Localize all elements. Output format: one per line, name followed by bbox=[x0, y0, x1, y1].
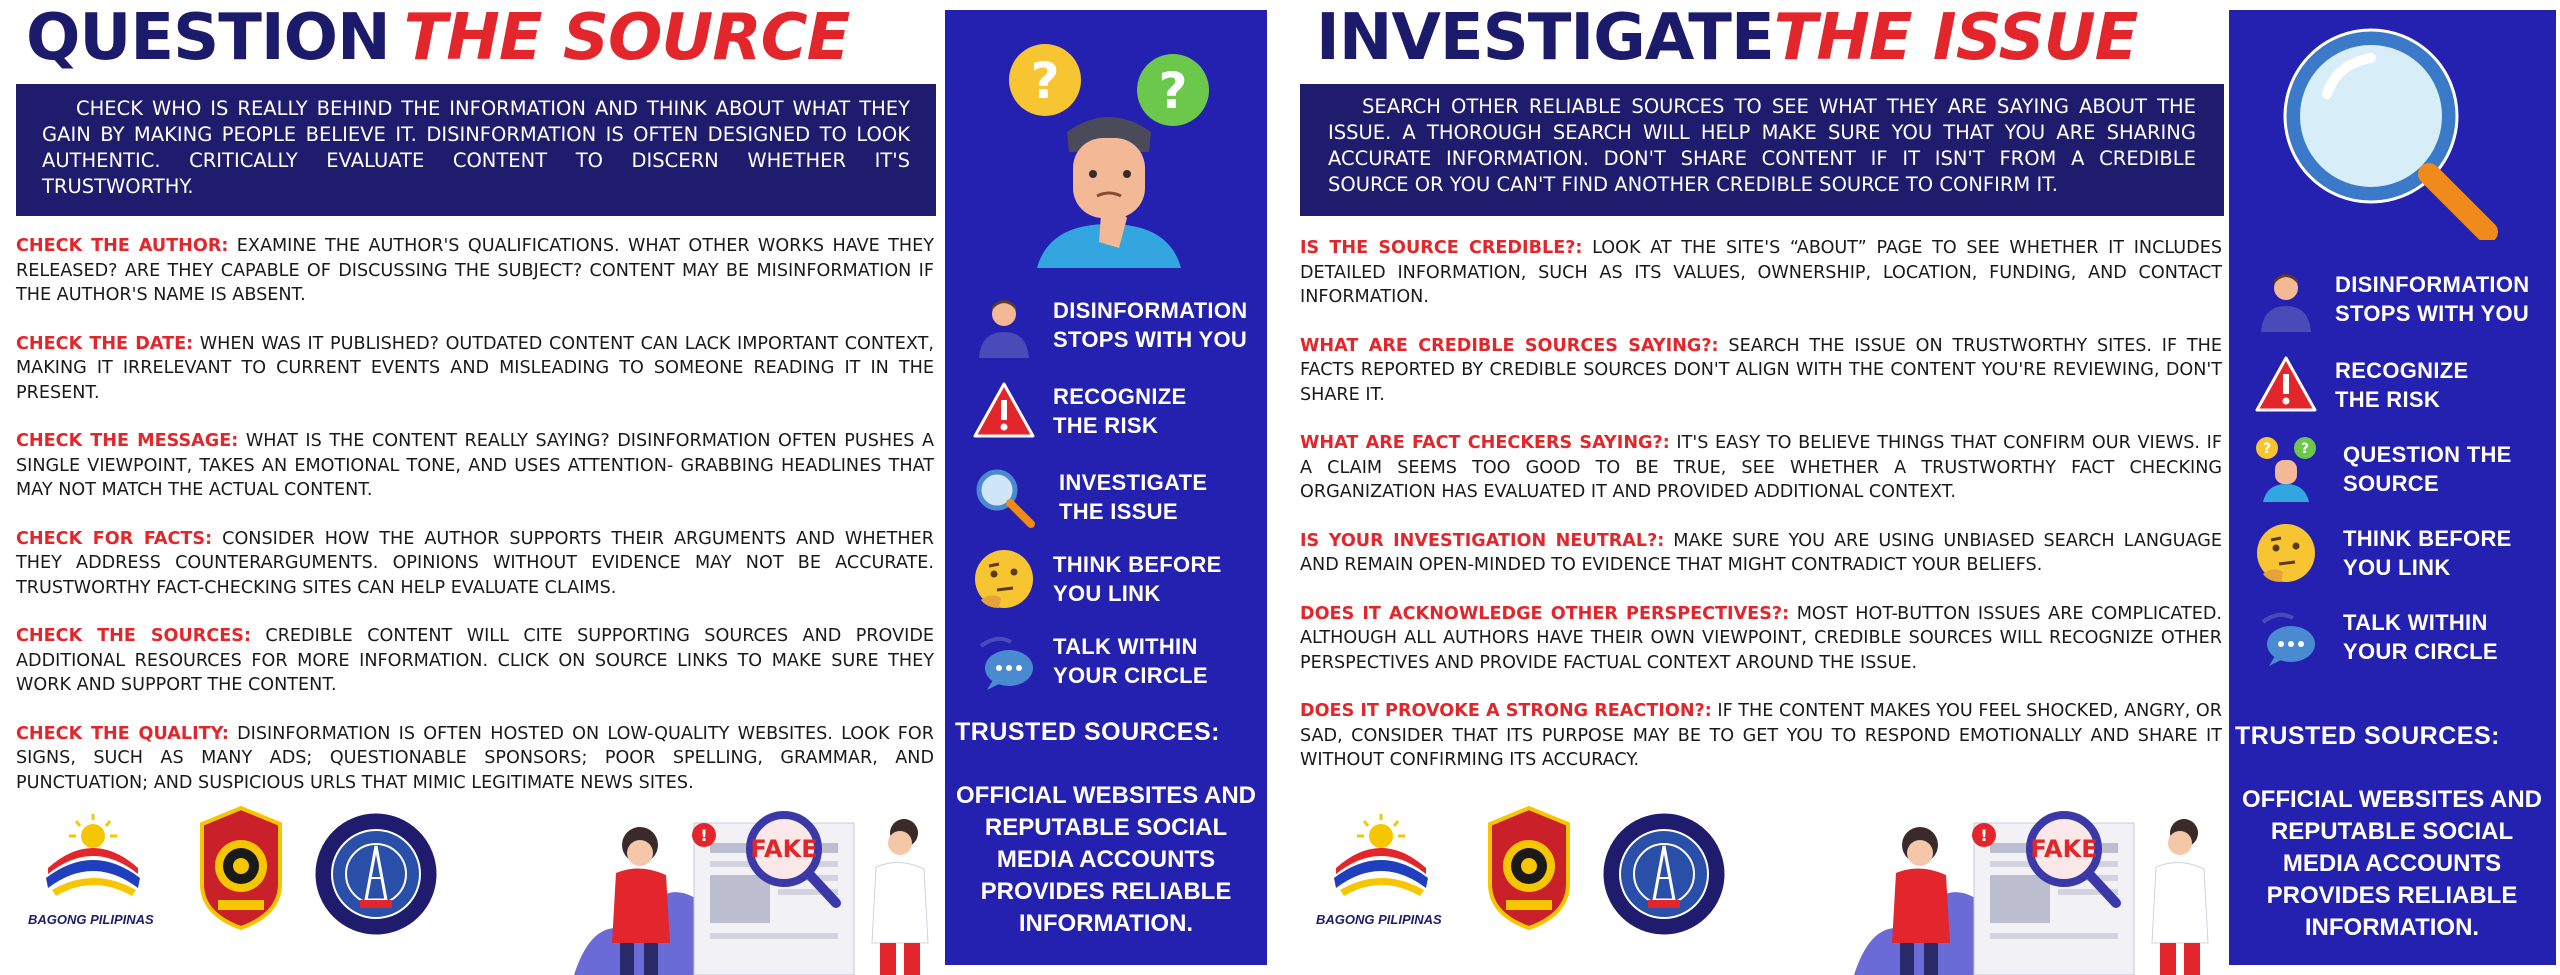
magnifying-glass-illustration bbox=[2275, 20, 2505, 240]
check-label: WHAT ARE CREDIBLE SOURCES SAYING?: bbox=[1300, 335, 1719, 356]
check-text: CREDIBLE CONTENT WILL CITE SUPPORTING SOURCES AND PROVIDE ADDITIONAL RESOURCES FOR MORE INFORMATION. CLICK ON SOURCE LINKS TO MAKE SURE THEY WORK AND SUPPORT THE CONTENT. bbox=[16, 626, 934, 695]
check-text: WHAT IS THE CONTENT REALLY SAYING? DISINFORMATION OFTEN PUSHES A SINGLE VIEWPOINT, TAKES AN EMOTIONAL TONE, AND USES ATTENTION- GRABBING HEADLINES THAT MAY NOT MATCH THE ACTUAL CONTENT. bbox=[16, 431, 934, 500]
page-title bbox=[26, 2, 849, 74]
menu-item-question[interactable]: ? ? QUESTION THE SOURCE bbox=[2253, 436, 2512, 502]
check-text: MAKE SURE YOU ARE USING UNBIASED SEARCH LANGUAGE AND REMAIN OPEN-MINDED TO EVIDENCE THAT MIGHT CONTRADICT YOUR BELIEFS. bbox=[1300, 530, 2222, 575]
check-list bbox=[16, 234, 934, 819]
pnp-seal-logo bbox=[192, 804, 290, 932]
intro-box: CHECK WHO IS REALLY BEHIND THE INFORMATION AND THINK ABOUT WHAT THEY GAIN BY MAKING PEOPLE BELIEVE IT. DISINFORMATION IS OFTEN DESIGNED TO LOOK AUTHENTIC. CRITICALLY EVALUATE CONTENT TO DISCERN WHETHER IT'S TRUSTWORTHY. bbox=[16, 84, 936, 216]
sidebar bbox=[2229, 10, 2556, 965]
trusted-sources-text: OFFICIAL WEBSITES AND REPUTABLE SOCIAL MEDIA ACCOUNTS PROVIDES RELIABLE INFORMATION. bbox=[956, 782, 1256, 937]
check-item bbox=[1300, 699, 2222, 773]
thinking-person-illustration bbox=[989, 28, 1229, 268]
check-label: CHECK THE QUALITY bbox=[16, 723, 222, 744]
check-text: IT'S EASY TO BELIEVE THINGS THAT CONFIRM OUR VIEWS. IF A CLAIM SEEMS TOO GOOD TO BE TRUE, SEE WHETHER A TRUSTWORTHY FACT CHECKING ORGANIZATION HAS EVALUATED IT AND PROVIDED ADDITIONAL CONTEXT. bbox=[1300, 433, 2222, 502]
check-text: WHEN WAS IT PUBLISHED? OUTDATED CONTENT CAN LACK IMPORTANT CONTEXT, MAKING IT IRRELEVANT TO CURRENT EVENTS AND MISLEADING TO SOMEONE READING IT IN THE PRESENT. bbox=[16, 333, 934, 403]
check-label: WHAT ARE FACT CHECKERS SAYING?: bbox=[1300, 433, 1670, 453]
svg-text:?: ? bbox=[2262, 441, 2272, 457]
check-label: CHECK THE DATE bbox=[16, 333, 187, 354]
menu-item-talk[interactable]: TALK WITHIN YOUR CIRCLE bbox=[2253, 604, 2498, 670]
check-item: CHECK THE DATE: WHEN WAS IT PUBLISHED? OUTDATED CONTENT CAN LACK IMPORTANT CONTEXT, MAKING IT IRRELEVANT TO CURRENT EVENTS AND MISLEADING TO SOMEONE READING IT IN THE PRESENT. bbox=[16, 333, 934, 403]
check-label: CHECK THE SOURCES bbox=[16, 626, 244, 646]
title-red: THE SOURCE bbox=[403, 1, 850, 75]
check-label: DOES IT PROVOKE A STRONG REACTION?: bbox=[1300, 701, 1712, 721]
check-text: IF THE CONTENT MAKES YOU FEEL SHOCKED, ANGRY, OR SAD, CONSIDER THAT ITS PURPOSE MAY BE TO GET YOU TO RESPOND EMOTIONALLY AND SHARE IT WITHOUT CONFIRMING ITS ACCURACY. bbox=[1300, 701, 2222, 770]
menu-item-recognize[interactable]: RECOGNIZE THE RISK bbox=[971, 378, 1187, 444]
title-dark: QUESTION bbox=[26, 1, 390, 75]
menu-item-talk[interactable]: TALK WITHIN YOUR CIRCLE bbox=[971, 628, 1208, 694]
intro-box: SEARCH OTHER RELIABLE SOURCES TO SEE WHAT THEY ARE SAYING ABOUT THE ISSUE. A THOROUGH SEARCH WILL HELP MAKE SURE YOU THAT YOU ARE SHARING ACCURATE INFORMATION. DON'T SHARE CONTENT IF IT ISN'T FROM A CREDIBLE SOURCE OR YOU CAN'T FIND ANOTHER CREDIBLE SOURCE TO CONFIRM IT. bbox=[1300, 84, 2224, 216]
check-item: CHECK THE AUTHOR: EXAMINE THE AUTHOR'S QUALIFICATIONS. WHAT OTHER WORKS HAVE THEY RELEASED? ARE THEY CAPABLE OF DISCUSSING THE SUBJECT? CONTENT MAY BE MISINFORMATION IF THE AUTHOR'S NAME IS ABSENT. bbox=[16, 236, 934, 305]
title-red: THE ISSUE bbox=[1773, 1, 2138, 75]
poster-question-the-source bbox=[0, 0, 1270, 975]
check-text: EXAMINE THE AUTHOR'S QUALIFICATIONS. WHAT OTHER WORKS HAVE THEY RELEASED? ARE THEY CAPABLE OF DISCUSSING THE SUBJECT? CONTENT MAY BE MISINFORMATION IF THE AUTHOR'S NAME IS ABSENT. bbox=[16, 236, 934, 305]
question-person-icon bbox=[2253, 436, 2319, 502]
agency-logos bbox=[22, 800, 462, 950]
svg-text:!: ! bbox=[700, 826, 708, 845]
trusted-sources-label: TRUSTED SOURCES: bbox=[955, 718, 1220, 746]
person-icon bbox=[971, 292, 1037, 358]
main-content bbox=[1288, 0, 2228, 975]
chat-bubble-icon bbox=[971, 628, 1037, 694]
thinking-face-icon bbox=[971, 546, 1037, 612]
bagong-pilipinas-text: BAGONG PILIPINAS bbox=[28, 912, 154, 927]
warning-icon bbox=[2253, 352, 2319, 418]
bagong-pilipinas-text: BAGONG PILIPINAS bbox=[1316, 912, 1442, 927]
bagong-pilipinas-logo bbox=[1326, 808, 1436, 908]
fake-label: FAKE bbox=[750, 835, 818, 863]
person-icon bbox=[2253, 266, 2319, 332]
svg-text:!: ! bbox=[1980, 826, 1988, 845]
check-text: MOST HOT-BUTTON ISSUES ARE COMPLICATED. ALTHOUGH ALL AUTHORS HAVE THEIR OWN VIEWPOINT, CREDIBLE SOURCES WILL RECOGNIZE OTHER PERSPECTIVES AND PROVIDE FACTUAL CONTEXT AROUND THE ISSUE. bbox=[1300, 603, 2223, 673]
thinking-face-icon bbox=[2253, 520, 2319, 586]
check-text: LOOK AT THE SITE'S “ABOUT” PAGE TO SEE WHETHER IT INCLUDES DETAILED INFORMATION, SUCH AS ITS VALUES, OWNERSHIP, LOCATION, FUNDING, AND CONTACT INFORMATION. bbox=[1300, 238, 2222, 307]
trusted-sources-text: OFFICIAL WEBSITES AND REPUTABLE SOCIAL MEDIA ACCOUNTS PROVIDES RELIABLE INFORMATION. bbox=[2242, 786, 2542, 941]
menu-item-think[interactable]: THINK BEFORE YOU LINK bbox=[971, 546, 1222, 612]
check-item: CHECK THE QUALITY: DISINFORMATION IS OFTEN HOSTED ON LOW-QUALITY WEBSITES. LOOK FOR SIGNS, SUCH AS MANY ADS; QUESTIONABLE SPONSORS; POOR SPELLING, GRAMMAR, AND PUNCTUATION; AND SUSPICIOUS URLS THAT MIMIC LEGITIMATE NEWS SITES. bbox=[16, 723, 934, 793]
poster-investigate-the-issue bbox=[1288, 0, 2560, 975]
check-label: IS YOUR INVESTIGATION NEUTRAL?: bbox=[1300, 530, 1665, 551]
check-list bbox=[1300, 236, 2222, 797]
menu-item-disinformation[interactable]: DISINFORMATION STOPS WITH YOU bbox=[971, 292, 1247, 358]
pnp-acg-seal-logo bbox=[310, 808, 442, 940]
check-item bbox=[1300, 334, 2222, 408]
check-label: CHECK THE MESSAGE bbox=[16, 431, 232, 451]
title-dark: INVESTIGATE bbox=[1316, 1, 1774, 75]
check-text: DISINFORMATION IS OFTEN HOSTED ON LOW-QUALITY WEBSITES. LOOK FOR SIGNS, SUCH AS MANY ADS; QUESTIONABLE SPONSORS; POOR SPELLING, GRAMMAR, AND PUNCTUATION; AND SUSPICIOUS URLS THAT MIMIC LEGITIMATE NEWS SITES. bbox=[16, 723, 934, 793]
pnp-acg-seal-logo bbox=[1598, 808, 1730, 940]
page-title bbox=[1316, 2, 2137, 74]
check-label: IS THE SOURCE CREDIBLE?: bbox=[1300, 238, 1583, 258]
menu-item-think[interactable]: THINK BEFORE YOU LINK bbox=[2253, 520, 2512, 586]
menu-item-investigate[interactable]: INVESTIGATE THE ISSUE bbox=[971, 464, 1207, 530]
magnifier-icon bbox=[971, 464, 1037, 530]
bagong-pilipinas-logo bbox=[38, 808, 148, 908]
check-item: CHECK FOR FACTS: CONSIDER HOW THE AUTHOR SUPPORTS THEIR ARGUMENTS AND WHETHER THEY ADDRESS COUNTERARGUMENTS. OPINIONS WITHOUT EVIDENCE MAY NOT BE ACCURATE. TRUSTWORTHY FACT-CHECKING SITES CAN HELP EVALUATE CLAIMS. bbox=[16, 528, 934, 598]
check-item: CHECK THE SOURCES: CREDIBLE CONTENT WILL CITE SUPPORTING SOURCES AND PROVIDE ADDITIONAL RESOURCES FOR MORE INFORMATION. CLICK ON SOURCE LINKS TO MAKE SURE THEY WORK AND SUPPORT THE CONTENT. bbox=[16, 626, 934, 695]
sidebar bbox=[945, 10, 1267, 965]
pnp-seal-logo bbox=[1480, 804, 1578, 932]
check-label: CHECK THE AUTHOR bbox=[16, 236, 222, 256]
warning-icon bbox=[971, 378, 1037, 444]
check-item bbox=[1300, 236, 2222, 310]
check-item bbox=[1300, 602, 2222, 676]
agency-logos bbox=[1310, 800, 1750, 950]
chat-bubble-icon bbox=[2253, 604, 2319, 670]
check-item bbox=[1300, 431, 2222, 505]
check-label: DOES IT ACKNOWLEDGE OTHER PERSPECTIVES?: bbox=[1300, 603, 1790, 624]
svg-text:?: ? bbox=[1158, 62, 1188, 120]
fake-news-illustration bbox=[1853, 803, 2229, 975]
menu-item-disinformation[interactable]: DISINFORMATION STOPS WITH YOU bbox=[2253, 266, 2529, 332]
menu-item-recognize[interactable]: RECOGNIZE THE RISK bbox=[2253, 352, 2469, 418]
trusted-sources-label: TRUSTED SOURCES: bbox=[2235, 722, 2500, 750]
svg-text:?: ? bbox=[1030, 52, 1060, 110]
check-item: CHECK THE MESSAGE: WHAT IS THE CONTENT REALLY SAYING? DISINFORMATION OFTEN PUSHES A SINGLE VIEWPOINT, TAKES AN EMOTIONAL TONE, AND USES ATTENTION- GRABBING HEADLINES THAT MAY NOT MATCH THE ACTUAL CONTENT. bbox=[16, 431, 934, 500]
fake-label: FAKE bbox=[2030, 835, 2098, 863]
main-content bbox=[0, 0, 945, 975]
check-text: CONSIDER HOW THE AUTHOR SUPPORTS THEIR ARGUMENTS AND WHETHER THEY ADDRESS COUNTERARGUMENTS. OPINIONS WITHOUT EVIDENCE MAY NOT BE ACCURATE. TRUSTWORTHY FACT-CHECKING SITES CAN HELP EVALUATE CLAIMS. bbox=[16, 528, 934, 598]
fake-news-illustration bbox=[574, 803, 948, 975]
svg-text:?: ? bbox=[2300, 441, 2310, 457]
check-text: SEARCH THE ISSUE ON TRUSTWORTHY SITES. IF THE FACTS REPORTED BY CREDIBLE SOURCES DON'T ALIGN WITH THE CONTENT YOU'RE REVIEWING, DON'T SHARE IT. bbox=[1300, 335, 2222, 405]
check-label: CHECK FOR FACTS bbox=[16, 528, 206, 549]
check-item bbox=[1300, 529, 2222, 578]
